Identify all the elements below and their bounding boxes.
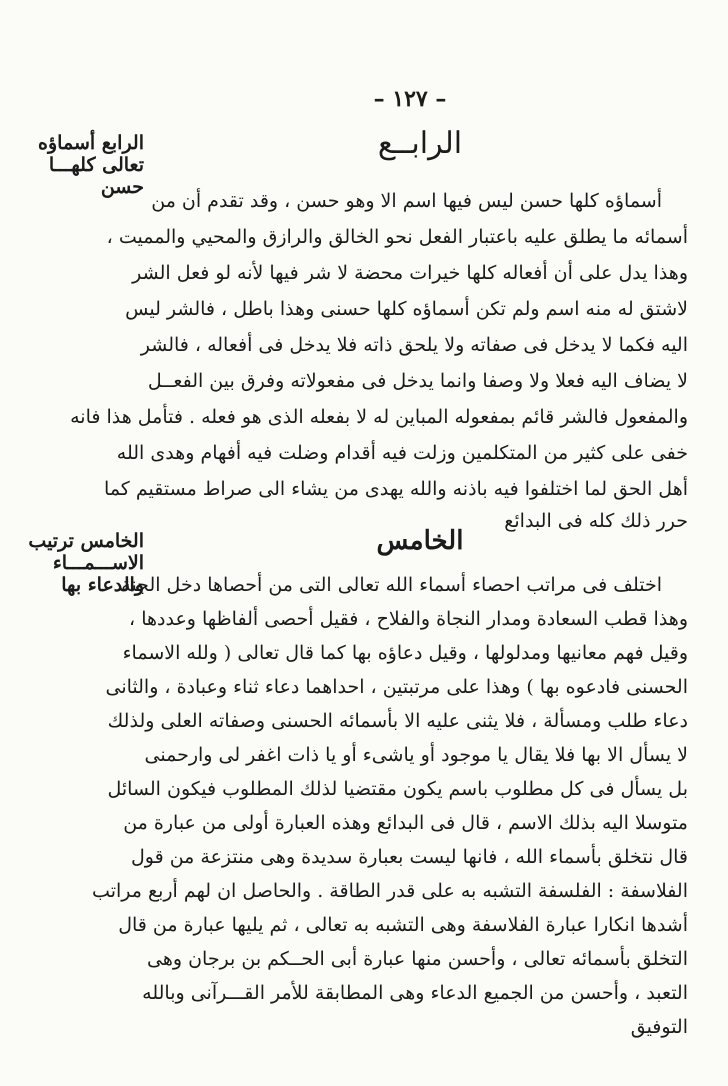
text-line: لاشتق له منه اسم ولم تكن أسماؤه كلها حسنى وهذا باطل ، فالشر ليس xyxy=(125,298,688,320)
text-line: أسماؤه كلها حسن ليس فيها اسم الا وهو حسن ، وقد تقدم أن من xyxy=(151,190,662,212)
text-line: بل يسأل فى كل مطلوب باسم يكون مقتضيا لذلك المطلوب فيكون السائل xyxy=(107,778,688,800)
text-line: لا يسأل الا بها فلا يقال يا موجود أو ياشىء أو يا ذات اغفر لى وارحمنى xyxy=(144,744,688,766)
text-line: خفى على كثير من المتكلمين وزلت فيه أقدام وضلت فيه أفهام وهدى الله xyxy=(116,442,688,464)
section-heading-fourth: الرابــع xyxy=(377,126,463,161)
margin-note-fourth xyxy=(4,132,144,198)
text-line: أسمائه ما يطلق عليه باعتبار الفعل نحو الخالق والرازق والمحيي والمميت ، xyxy=(106,226,688,248)
text-line: دعاء طلب ومسألة ، فلا يثنى عليه الا بأسمائه الحسنى وصفاته العلى ولذلك xyxy=(107,710,688,732)
text-line: اليه فكما لا يدخل فى صفاته ولا يلحق ذاته فلا يدخل فى أفعاله ، فالشر xyxy=(140,334,688,356)
text-line: أهل الحق لما اختلفوا فيه باذنه والله يهدى من يشاء الى صراط مستقيم كما xyxy=(104,478,688,500)
text-line: الفلاسفة : الفلسفة التشبه به على قدر الطاقة . والحاصل ان لهم أربع مراتب xyxy=(92,880,688,902)
text-line: متوسلا اليه بذلك الاسم ، قال فى البدائع وهذه العبارة أولى من عبارة من xyxy=(123,812,688,834)
margin-note-line: الخامس ترتيب xyxy=(28,530,144,552)
section-heading-fifth: الخامس xyxy=(376,526,464,556)
text-line: والمفعول فالشر قائم بمفعوله المباين له لا بفعله الذى هو فعله . فتأمل هذا فانه xyxy=(70,406,688,428)
text-line: لا يضاف اليه فعلا ولا وصفا وانما يدخل فى مفعولاته وفرق بين الفعــل xyxy=(147,370,688,392)
text-line: قال نتخلق بأسماء الله ، فانها ليست بعبارة سديدة وهى منتزعة من قول xyxy=(130,846,688,868)
text-line: التوفيق xyxy=(630,1016,688,1038)
text-line: التخلق بأسمائه تعالى ، وأحسن منها عبارة أبى الحــكم بن برجان وهى xyxy=(147,948,688,970)
margin-note-line: تعالى كلهـــا xyxy=(48,154,144,176)
text-line: وقيل فهم معانيها ومدلولها ، وقيل دعاؤه بها كما قال تعالى ( ولله الاسماء xyxy=(122,642,688,664)
text-line: الحسنى فادعوه بها ) وهذا على مرتبتين ، احداهما دعاء ثناء وعبادة ، والثانى xyxy=(105,676,688,698)
margin-note-line: الرابع أسماؤه xyxy=(38,132,144,154)
margin-note-line: والدعاء بها xyxy=(61,574,144,596)
text-line: حرر ذلك كله فى البدائع xyxy=(504,510,688,532)
margin-note-line: حسن xyxy=(100,176,144,198)
text-line: التعبد ، وأحسن من الجميع الدعاء وهى المطابقة للأمر القـــرآنى وبالله xyxy=(142,982,688,1004)
margin-note-line: الاســـمـــاء xyxy=(52,552,144,574)
text-line: وهذا قطب السعادة ومدار النجاة والفلاح ، فقيل أحصى ألفاظها وعددها ، xyxy=(129,608,688,630)
text-line: أشدها انكارا عبارة الفلاسفة وهى التشبه به تعالى ، ثم يليها عبارة من قال xyxy=(118,914,688,936)
text-line: وهذا يدل على أن أفعاله كلها خيرات محضة لا شر فيها لأنه لو فعل الشر xyxy=(132,262,688,284)
text-line: اختلف فى مراتب احصاء أسماء الله تعالى التى من أحصاها دخل الجنة xyxy=(121,574,662,596)
page-number: – ١٢٧ – xyxy=(373,86,447,112)
